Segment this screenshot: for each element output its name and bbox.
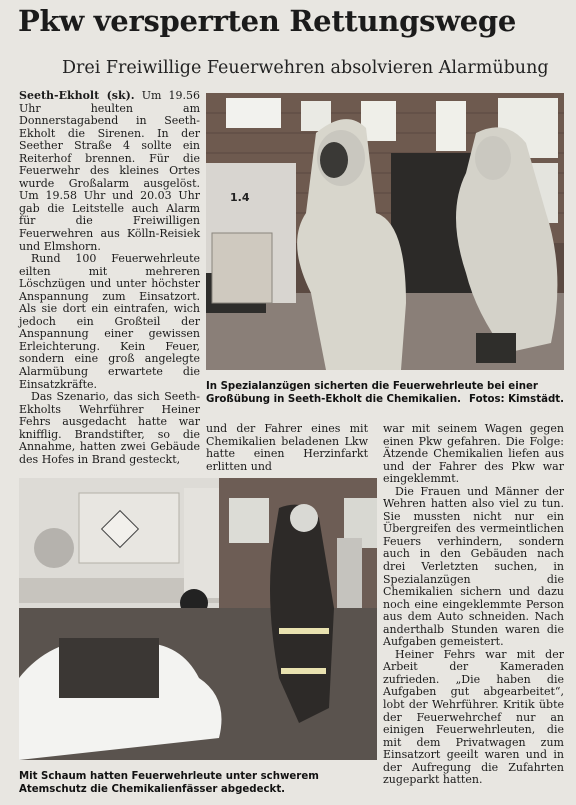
headline: Pkw versperrten Rettungswege: [18, 4, 517, 38]
paragraph-3: Das Szenario, das sich Seeth-Ekholts Wehrführer Heiner Fehrs ausgedacht hatte war knifflig. Brandstifter, so die Annahme, hatten zwei Gebäude des Hofes in Brand gesteckt,: [19, 390, 200, 466]
photo-foam-caption: Mit Schaum hatten Feuerwehrleute unter schwerem Atemschutz die Chemikalienfässer abgedeckt.: [19, 771, 319, 795]
photo-hazmat-team: [206, 93, 564, 370]
photo-foam-barrels: [19, 478, 377, 760]
article-column-1: [19, 90, 200, 466]
photo-credit: Fotos: Kimstädt.: [469, 394, 564, 405]
article-column-3: [383, 423, 564, 787]
photo-hazmat-caption: In Spezialanzügen sicherten die Feuerwehrleute bei einer Großübung in Seeth-Ekholt die Chemikalien. Fotos: Kimstädt.: [206, 381, 564, 405]
subheadline: Drei Freiwillige Feuerwehren absolvieren Alarmübung: [62, 58, 549, 78]
article-column-2: [206, 423, 368, 473]
hazmat-photo-graphic: [206, 93, 564, 370]
paragraph-2: Rund 100 Feuerwehrleute eilten mit mehreren Löschzügen und unter höchster Anspannung zum Einsatzort. Als sie dort ein eintrafen, wich jedoch ein Großteil der Anspannung einer gewissen Erleichterung. Kein Feuer, sondern eine groß angelegte Alarmübung erwartete die Einsatzkräfte.: [19, 252, 200, 391]
foam-photo-graphic: [19, 478, 377, 760]
paragraph-col2: und der Fahrer eines mit Chemikalien beladenen Lkw hatte einen Herzinfarkt erlitten und: [206, 422, 368, 473]
dateline: Seeth-Ekholt (sk).: [19, 89, 135, 102]
paragraph-1: Seeth-Ekholt (sk). Um 19.56 Uhr heulten am Donnerstagabend in Seeth-Ekholt die Sirenen. In der Seether Straße 4 sollte ein Reiterhof brennen. Für die Feuerwehr des kleines Ortes wurde Großalarm ausgelöst. Um 19.58 Uhr und 20.03 Uhr gab die Leitstelle auch Alarm für die Freiwilligen Feuerwehren aus Kölln-Reisiek und Elmshorn.: [19, 89, 200, 253]
paragraph-col3-3: Heiner Fehrs war mit der Arbeit der Kameraden zufrieden. „Die haben die Aufgaben gut abgearbeitet“, lobt der Wehrführer. Kritik übte der Feuerwehrchef nur an einigen Feuerwehrleuten, die mit dem Privatwagen zum Einsatzort geeilt waren und in der Aufregung die Zufahrten zugeparkt hatten.: [383, 647, 564, 787]
box-label: 1.4: [230, 191, 250, 204]
paragraph-col3-1: war mit seinem Wagen gegen einen Pkw gefahren. Die Folge: Ätzende Chemikalien liefen aus und der Fahrer des Pkw war eingeklemmt.: [383, 422, 564, 486]
paragraph-col3-2: Die Frauen und Männer der Wehren hatten also viel zu tun. Sie mussten nicht nur ein Übergreifen des vermeintlichen Feuers verhindern, sondern auch in den Gebäuden nach drei Verletzten suchen, in Spezialanzügen die Chemikalien sichern und dazu noch eine eingeklemmte Person aus dem Auto schneiden. Nach anderthalb Stunden waren die Aufgaben gemeistert.: [383, 484, 564, 649]
